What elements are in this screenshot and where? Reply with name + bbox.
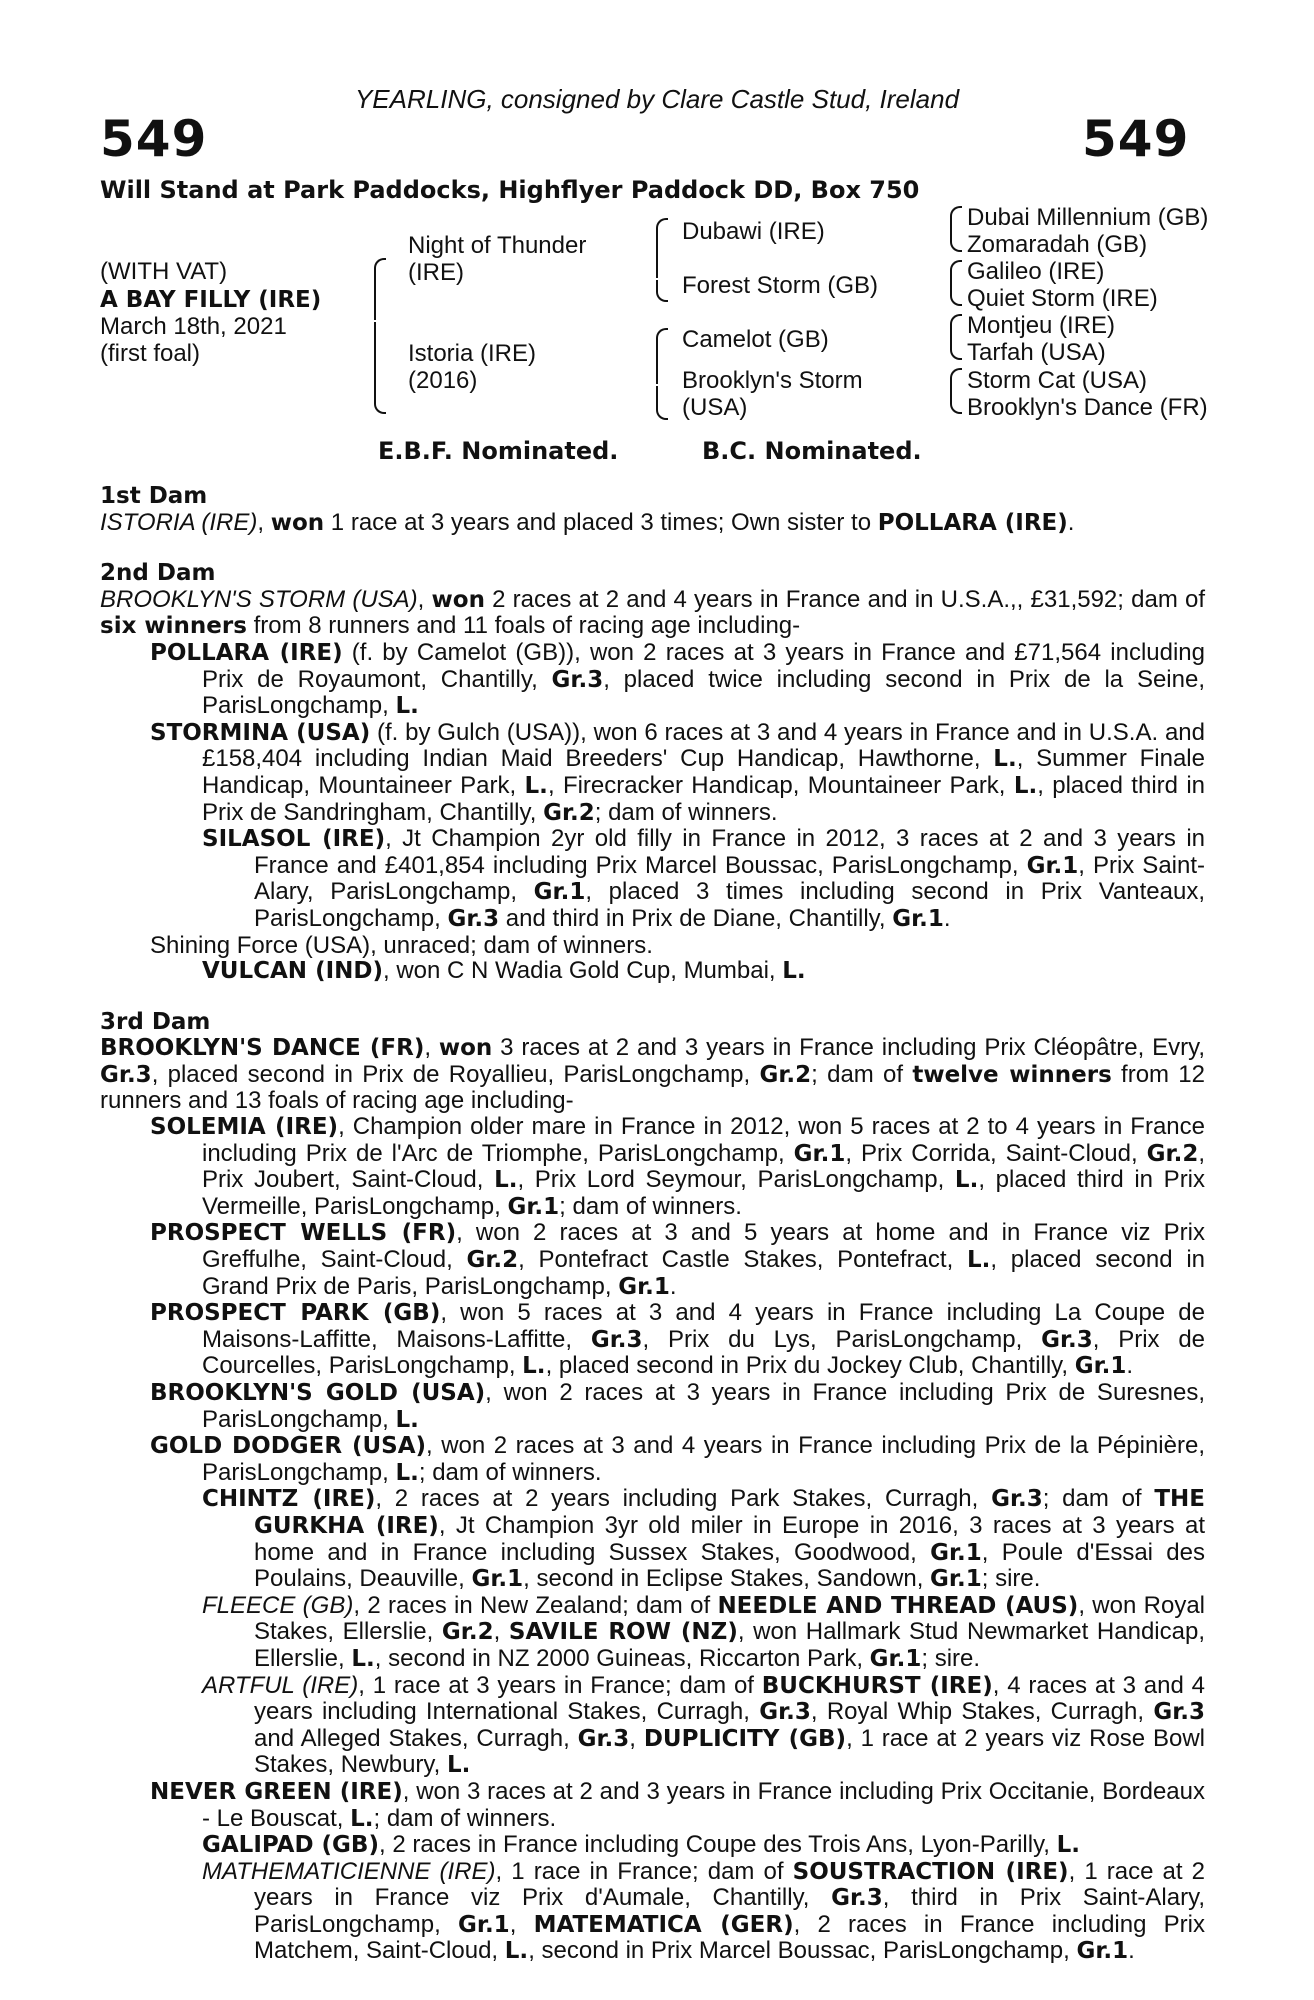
bold-text: Gr.1: [458, 1911, 510, 1938]
text: , Firecracker Handicap, Mountaineer Park,: [547, 771, 1014, 799]
bold-text: Gr.2: [441, 1619, 494, 1646]
text: , 1 race in France; dam of: [495, 1857, 793, 1885]
bold-text: L.: [395, 1406, 419, 1433]
family-entry: [100, 1593, 1205, 1673]
family-entry: [100, 640, 1205, 720]
bold-text: won: [431, 586, 485, 613]
text: , won 2 races at 3 years in France including Prix de Suresnes, ParisLongchamp,: [202, 1379, 1205, 1433]
text: , Summer Finale Handicap, Mountaineer Park,: [202, 745, 1205, 799]
text: ,: [493, 1618, 509, 1646]
text: , placed third in Prix de Sandringham, Chantilly,: [202, 771, 1206, 826]
text: from 8 runners and 11 foals of racing age including-: [246, 612, 801, 640]
bold-text: Gr.1: [1076, 1938, 1129, 1965]
text: Shining Force (USA), unraced; dam of winners.: [150, 931, 653, 959]
bold-text: won: [438, 1035, 493, 1062]
text: ,: [424, 1034, 439, 1062]
text: (f. by Gulch (USA)), won 6 races at 3 and 4 years in France and in U.S.A. and £158,404 including Indian Maid Breeders' Cup Handicap, Hawthorne,: [202, 718, 1205, 773]
text: , 2 races in France including Prix Matchem, Saint-Cloud,: [254, 1910, 1206, 1965]
family-entry: [100, 1220, 1205, 1300]
text: , Poule d'Essai des Poulains, Deauville,: [254, 1538, 1206, 1593]
gg-6: Tarfah (USA): [967, 339, 1106, 366]
bold-text: Gr.3: [577, 1725, 630, 1752]
bold-text: Gr.3: [991, 1486, 1043, 1513]
bold-text: Gr.1: [471, 1566, 524, 1593]
pedigree-brace: [374, 258, 386, 320]
lot-number-right: 549: [1082, 110, 1190, 168]
text: , Prix de Courcelles, ParisLongchamp,: [202, 1325, 1206, 1380]
bold-text: six winners: [100, 613, 247, 640]
text: and third in Prix de Diane, Chantilly,: [499, 904, 893, 932]
sire-dam: Forest Storm (GB): [682, 272, 879, 299]
text: and Alleged Stakes, Curragh,: [254, 1724, 578, 1752]
bold-text: L.: [494, 1167, 518, 1194]
bold-text: Gr.1: [533, 879, 586, 906]
text: , won Hallmark Stud Newmarket Handicap, Ellerslie,: [254, 1618, 1205, 1672]
gg-5: Montjeu (IRE): [967, 312, 1116, 339]
text: (f. by Camelot (GB)), won 2 races at 3 years in France and £71,564 including Prix de Royaumont, Chantilly,: [202, 638, 1205, 693]
bold-text: Gr.1: [930, 1539, 982, 1566]
gg-brace: [950, 206, 962, 230]
bold-text: Gr.3: [1041, 1326, 1093, 1353]
bold-text: NEEDLE AND THREAD (AUS): [717, 1592, 1079, 1619]
bold-text: POLLARA (IRE): [877, 509, 1068, 536]
bold-text: won: [270, 509, 325, 536]
text: ; dam of winners.: [559, 1192, 742, 1220]
text: .: [943, 904, 951, 932]
gg-1: Dubai Millennium (GB): [967, 204, 1209, 231]
text: , Pontefract Castle Stakes, Pontefract,: [518, 1246, 967, 1274]
bold-text: Gr.1: [507, 1193, 560, 1220]
bold-text: L.: [395, 693, 419, 720]
bold-text: GALIPAD (GB): [202, 1832, 379, 1859]
bold-text: Gr.3: [447, 905, 500, 932]
text: ,: [257, 508, 271, 536]
pedigree-brace: [374, 322, 386, 414]
gg-brace: [950, 230, 962, 252]
dam-brace: [656, 386, 668, 420]
gg-8: Brooklyn's Dance (FR): [967, 394, 1208, 421]
italic-text: FLEECE (GB): [202, 1591, 354, 1619]
foal-note: (first foal): [100, 340, 201, 367]
bold-text: Gr.2: [466, 1247, 519, 1274]
text: , Prix Saint-Alary, ParisLongchamp,: [254, 851, 1205, 906]
gg-4: Quiet Storm (IRE): [967, 285, 1158, 312]
text: , 1 race at 2 years in France viz Prix d'Aumale, Chantilly,: [254, 1857, 1205, 1912]
section-gap: [100, 536, 1205, 561]
text: , won 2 races at 3 and 5 years at home and in France viz Prix Greffulhe, Saint-Cloud,: [202, 1219, 1205, 1274]
bold-text: L.: [446, 1752, 471, 1779]
family-details: [100, 484, 1205, 1965]
text: , won Royal Stakes, Ellerslie,: [254, 1591, 1206, 1646]
bold-text: Gr.1: [1026, 852, 1079, 879]
text: , Jt Champion 3yr old miler in Europe in 2016, 3 races at 3 years at home and in France including Sussex Stakes, Goodwood,: [254, 1511, 1205, 1566]
sire-country: (IRE): [408, 259, 464, 286]
text: ; dam of winners.: [594, 798, 778, 826]
text: , 4 races at 3 and 4 years including International Stakes, Curragh,: [254, 1671, 1205, 1726]
sire-sire: Dubawi (IRE): [682, 218, 825, 245]
text: 3 races at 2 and 3 years in France including Prix Cléopâtre, Evry,: [492, 1034, 1205, 1062]
bold-text: Gr.1: [869, 1645, 922, 1672]
dam-year: (2016): [408, 367, 478, 394]
family-entry: [100, 1486, 1205, 1592]
bold-text: SAVILE ROW (NZ): [508, 1619, 738, 1646]
bold-text: L.: [350, 1805, 374, 1832]
family-entry: [100, 826, 1205, 932]
bold-text: Gr.3: [551, 666, 604, 693]
section-gap: [100, 985, 1205, 1010]
gg-brace: [950, 284, 962, 306]
family-entry: [100, 720, 1205, 826]
bold-text: Gr.3: [1153, 1699, 1205, 1726]
text: , won 2 races at 3 and 4 years in France including Prix de la Pépinière, ParisLongchamp,: [202, 1432, 1205, 1486]
bold-text: Gr.1: [618, 1273, 670, 1300]
family-entry: [100, 1779, 1205, 1832]
bold-text: CHINTZ (IRE): [202, 1486, 376, 1513]
gg-2: Zomaradah (GB): [967, 231, 1148, 258]
dam-section-heading: 1st Dam: [100, 483, 208, 509]
bold-text: L.: [1056, 1832, 1081, 1859]
text: , Prix Corrida, Saint-Cloud,: [845, 1139, 1147, 1167]
text: ; sire.: [981, 1565, 1041, 1593]
sire-name: Night of Thunder: [408, 232, 587, 259]
bold-text: L.: [395, 1459, 419, 1486]
text: 1 race at 3 years and placed 3 times; Own sister to: [324, 508, 878, 536]
text: , won C N Wadia Gold Cup, Mumbai,: [383, 957, 783, 985]
family-entry: [100, 1433, 1205, 1486]
family-entry: [100, 1380, 1205, 1433]
sire-brace: [656, 218, 668, 278]
bold-text: L.: [351, 1645, 375, 1672]
gg-brace: [950, 392, 962, 414]
text: , 2 races at 2 years including Park Stakes, Curragh,: [375, 1485, 992, 1513]
family-entry: [100, 587, 1205, 640]
dam-dam-country: (USA): [682, 394, 748, 421]
family-entry: [100, 958, 1205, 985]
dam-section-heading: 3rd Dam: [100, 1008, 211, 1035]
text: ; dam of: [1042, 1485, 1155, 1513]
catalogue-subtitle: YEARLING, consigned by Clare Castle Stud, Ireland: [354, 84, 960, 114]
bold-text: Gr.1: [930, 1566, 982, 1593]
text: , 2 races in New Zealand; dam of: [353, 1591, 718, 1619]
bc-nomination: B.C. Nominated.: [702, 437, 922, 465]
gg-brace: [950, 368, 962, 392]
text: ,: [417, 585, 432, 613]
bold-text: Gr.1: [793, 1140, 846, 1167]
text: , won 3 races at 2 and 3 years in France including Prix Occitanie, Bordeaux - Le Bouscat,: [202, 1777, 1205, 1832]
text: , 2 races in France including Coupe des Trois Ans, Lyon-Parilly,: [378, 1831, 1057, 1859]
text: .: [1126, 1352, 1134, 1380]
dam-name: Istoria (IRE): [408, 340, 537, 367]
text: , Champion older mare in France in 2012, won 5 races at 2 to 4 years in France including Prix de l'Arc de Triomphe, ParisLongchamp,: [202, 1113, 1205, 1167]
bold-text: Gr.3: [831, 1885, 883, 1912]
text: ; dam of winners.: [418, 1458, 602, 1486]
bold-text: Gr.1: [1074, 1353, 1127, 1380]
gg-7: Storm Cat (USA): [967, 367, 1148, 394]
text: , placed twice including second in Prix de la Seine, ParisLongchamp,: [202, 665, 1205, 720]
bold-text: BUCKHURST (IRE): [761, 1672, 993, 1699]
text: , Prix Lord Seymour, ParisLongchamp,: [517, 1166, 955, 1194]
family-entry: [100, 1832, 1205, 1859]
text: , won 5 races at 3 and 4 years in France including La Coupe de Maisons-Laffitte, Maisons-Laffitte,: [202, 1299, 1205, 1353]
bold-text: Gr.1: [892, 905, 944, 932]
family-entry: [100, 1673, 1205, 1779]
bold-text: STORMINA (USA): [150, 719, 371, 746]
bold-text: DUPLICITY (GB): [643, 1725, 847, 1752]
bold-text: L.: [966, 1247, 991, 1274]
gg-3: Galileo (IRE): [967, 258, 1105, 285]
bold-text: SOLEMIA (IRE): [150, 1114, 339, 1141]
bold-text: Gr.2: [759, 1061, 812, 1088]
bold-text: POLLARA (IRE): [150, 639, 343, 666]
bold-text: PROSPECT WELLS (FR): [150, 1220, 457, 1247]
text: from 12 runners and 13 foals of racing age including-: [100, 1060, 1205, 1115]
text: , Prix Joubert, Saint-Cloud,: [202, 1139, 1205, 1194]
text: ,: [629, 1724, 644, 1752]
bold-text: GOLD DODGER (USA): [150, 1433, 427, 1460]
text: , placed 3 times including second in Prix Vanteaux, ParisLongchamp,: [254, 878, 1205, 932]
text: , placed second in Grand Prix de Paris, ParisLongchamp,: [202, 1246, 1206, 1300]
bold-text: L.: [524, 772, 548, 799]
text: 2 races at 2 and 4 years in France and in U.S.A.,, £31,592; dam of: [484, 585, 1206, 613]
bold-text: Gr.3: [590, 1326, 643, 1353]
bold-text: L.: [993, 746, 1017, 773]
text: ,: [509, 1910, 534, 1938]
text: , Jt Champion 2yr old filly in France in 2012, 3 races at 2 and 3 years in France and £401,854 including Prix Marcel Boussac, ParisLongchamp,: [254, 825, 1205, 879]
family-entry: [100, 1114, 1205, 1220]
text: , second in Prix Marcel Boussac, ParisLongchamp,: [528, 1937, 1077, 1965]
text: , second in Eclipse Stakes, Sandown,: [523, 1565, 931, 1593]
text: , Royal Whip Stakes, Curragh,: [810, 1698, 1154, 1726]
text: .: [1067, 508, 1075, 536]
text: , 1 race at 2 years viz Rose Bowl Stakes, Newbury,: [254, 1724, 1206, 1779]
text: ; dam of winners.: [373, 1804, 557, 1832]
italic-text: ARTFUL (IRE): [202, 1671, 359, 1699]
bold-text: Gr.2: [543, 799, 595, 826]
text: , second in NZ 2000 Guineas, Riccarton Park,: [374, 1644, 870, 1672]
lot-number-left: 549: [100, 110, 208, 168]
bold-text: VULCAN (IND): [202, 958, 383, 985]
dam-dam: Brooklyn's Storm: [682, 367, 863, 394]
text: , placed second in Prix du Jockey Club, Chantilly,: [545, 1352, 1075, 1380]
bold-text: Gr.2: [1146, 1140, 1199, 1167]
stand-location: Will Stand at Park Paddocks, Highflyer Paddock DD, Box 750: [100, 176, 920, 204]
gg-brace: [950, 314, 962, 338]
bold-text: BROOKLYN'S DANCE (FR): [100, 1035, 425, 1062]
ebf-nomination: E.B.F. Nominated.: [378, 437, 619, 465]
bold-text: BROOKLYN'S GOLD (USA): [150, 1380, 486, 1406]
bold-text: L.: [782, 958, 806, 985]
italic-text: BROOKLYN'S STORM (USA): [100, 585, 418, 613]
bold-text: MATEMATICA (GER): [533, 1911, 794, 1938]
text: ; sire.: [921, 1644, 981, 1672]
text: .: [1128, 1937, 1135, 1965]
bold-text: Gr.3: [759, 1699, 811, 1726]
family-entry: [100, 1300, 1205, 1380]
dam-section-heading: 2nd Dam: [100, 560, 216, 587]
foaling-date: March 18th, 2021: [100, 313, 287, 340]
bold-text: L.: [504, 1938, 529, 1965]
bold-text: Gr.3: [100, 1061, 152, 1088]
bold-text: L.: [954, 1167, 979, 1194]
family-entry: [100, 933, 1205, 959]
family-entry: [100, 1035, 1205, 1114]
bold-text: SOUSTRACTION (IRE): [792, 1858, 1069, 1885]
text: , placed second in Prix de Royallieu, ParisLongchamp,: [151, 1060, 760, 1088]
text: , 1 race at 3 years in France; dam of: [358, 1671, 762, 1699]
text: .: [669, 1272, 677, 1300]
bold-text: PROSPECT PARK (GB): [150, 1300, 441, 1327]
gg-brace: [950, 260, 962, 284]
family-entry: [100, 510, 1205, 537]
bold-text: L.: [522, 1353, 546, 1380]
bold-text: twelve winners: [912, 1061, 1112, 1088]
italic-text: ISTORIA (IRE): [100, 508, 258, 536]
sire-brace: [656, 280, 668, 302]
text: , Prix du Lys, ParisLongchamp,: [642, 1325, 1042, 1353]
text: ; dam of: [811, 1060, 913, 1088]
bold-text: NEVER GREEN (IRE): [150, 1778, 403, 1805]
text: , third in Prix Saint-Alary, ParisLongchamp,: [254, 1884, 1205, 1938]
bold-text: THE GURKHA (IRE): [254, 1486, 1206, 1539]
gg-brace: [950, 338, 962, 360]
bold-text: SILASOL (IRE): [202, 826, 386, 853]
vat-note: (WITH VAT): [100, 258, 228, 285]
italic-text: MATHEMATICIENNE (IRE): [202, 1857, 496, 1885]
dam-sire: Camelot (GB): [682, 326, 829, 353]
dam-brace: [656, 328, 668, 384]
bold-text: L.: [1013, 772, 1038, 799]
family-entry: [100, 1859, 1205, 1965]
horse-name: A BAY FILLY (IRE): [100, 287, 322, 313]
text: , placed third in Prix Vermeille, ParisLongchamp,: [202, 1166, 1206, 1220]
